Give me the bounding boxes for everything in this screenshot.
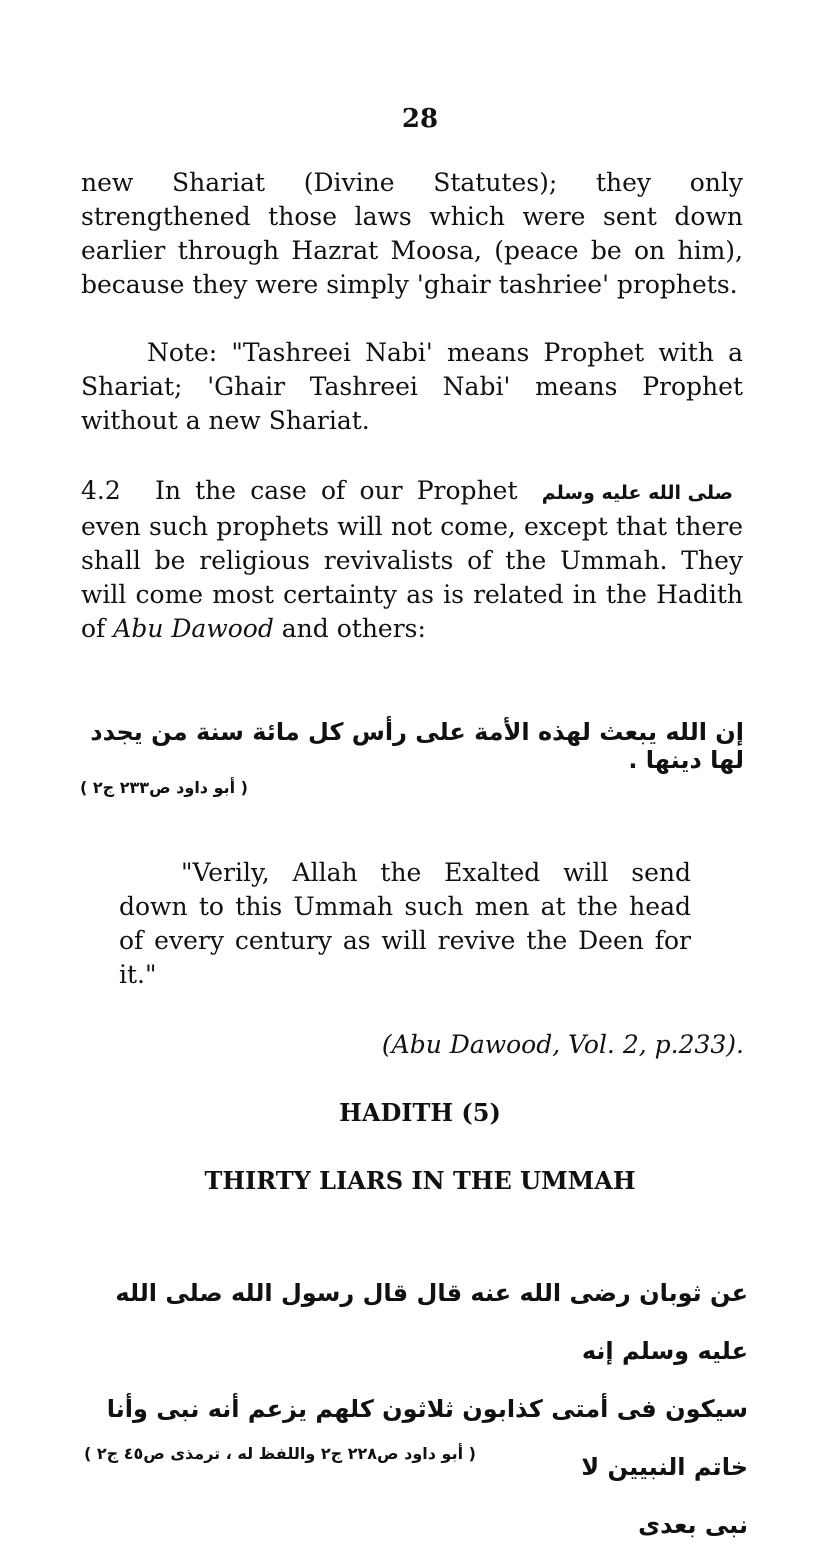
translation-quote	[119, 856, 691, 992]
page-number: 28	[401, 104, 439, 134]
arabic-hadith-revivalists: إن الله يبعث لهذه الأمة على رأس كل مائة سنة من يجدد لها دينها .	[90, 718, 744, 774]
heading-hadith-number: HADITH (5)	[339, 1098, 501, 1127]
note-text: Note: "Tashreei Nabi' means Prophet with a Shariat; 'Ghair Tashreei Nabi' means Prophet without a new Shariat.	[81, 338, 743, 435]
arabic-reference-2: ( أبو داود ص٢٢٨ ج٢ واللفظ له ، ترمذى ص٤٥ ج٢ )	[84, 1444, 476, 1463]
paragraph-italic-source: Abu Dawood	[113, 614, 274, 643]
arabic-line: سيكون فى أمتى كذابون ثلاثون كلهم يزعم أنه نبى وأنا خاتم النبيين لا	[106, 1395, 748, 1481]
arabic-hadith-thirty-liars	[78, 1264, 748, 1554]
paragraph-4-2	[81, 474, 743, 646]
paragraph-tail: and others:	[281, 614, 426, 643]
arabic-line: نبى بعدى	[638, 1511, 748, 1539]
paragraph-after: even	[81, 512, 141, 541]
paragraph-number: 4.2	[81, 476, 121, 505]
paragraph-note	[81, 336, 743, 438]
arabic-reference-1: ( أبو داود ص٢٣٣ ج٢ )	[80, 778, 248, 797]
salutation-arabic: صلى الله عليه وسلم	[541, 482, 733, 504]
quote-text: "Verily, Allah the Exalted will send down to this Ummah such men at the head of every century as will revive the Deen for it."	[119, 858, 691, 989]
heading-title: THIRTY LIARS IN THE UMMAH	[204, 1166, 636, 1195]
paragraph-rest: such prophets will not come, except that there shall be religious revivalists of the Ummah. They will come most certainty as is related in the Hadith of	[81, 512, 743, 643]
paragraph-lead: In the case of our Prophet	[154, 476, 518, 505]
paragraph-shariat: new Shariat (Divine Statutes); they only strengthened those laws which were sent down earlier through Hazrat Moosa, (peace be on him), because they were simply 'ghair tashriee' prophets.	[81, 168, 743, 299]
arabic-line: عن ثوبان رضى الله عنه قال قال رسول الله صلى الله عليه وسلم إنه	[115, 1279, 748, 1365]
citation: (Abu Dawood, Vol. 2, p.233).	[381, 1030, 744, 1059]
